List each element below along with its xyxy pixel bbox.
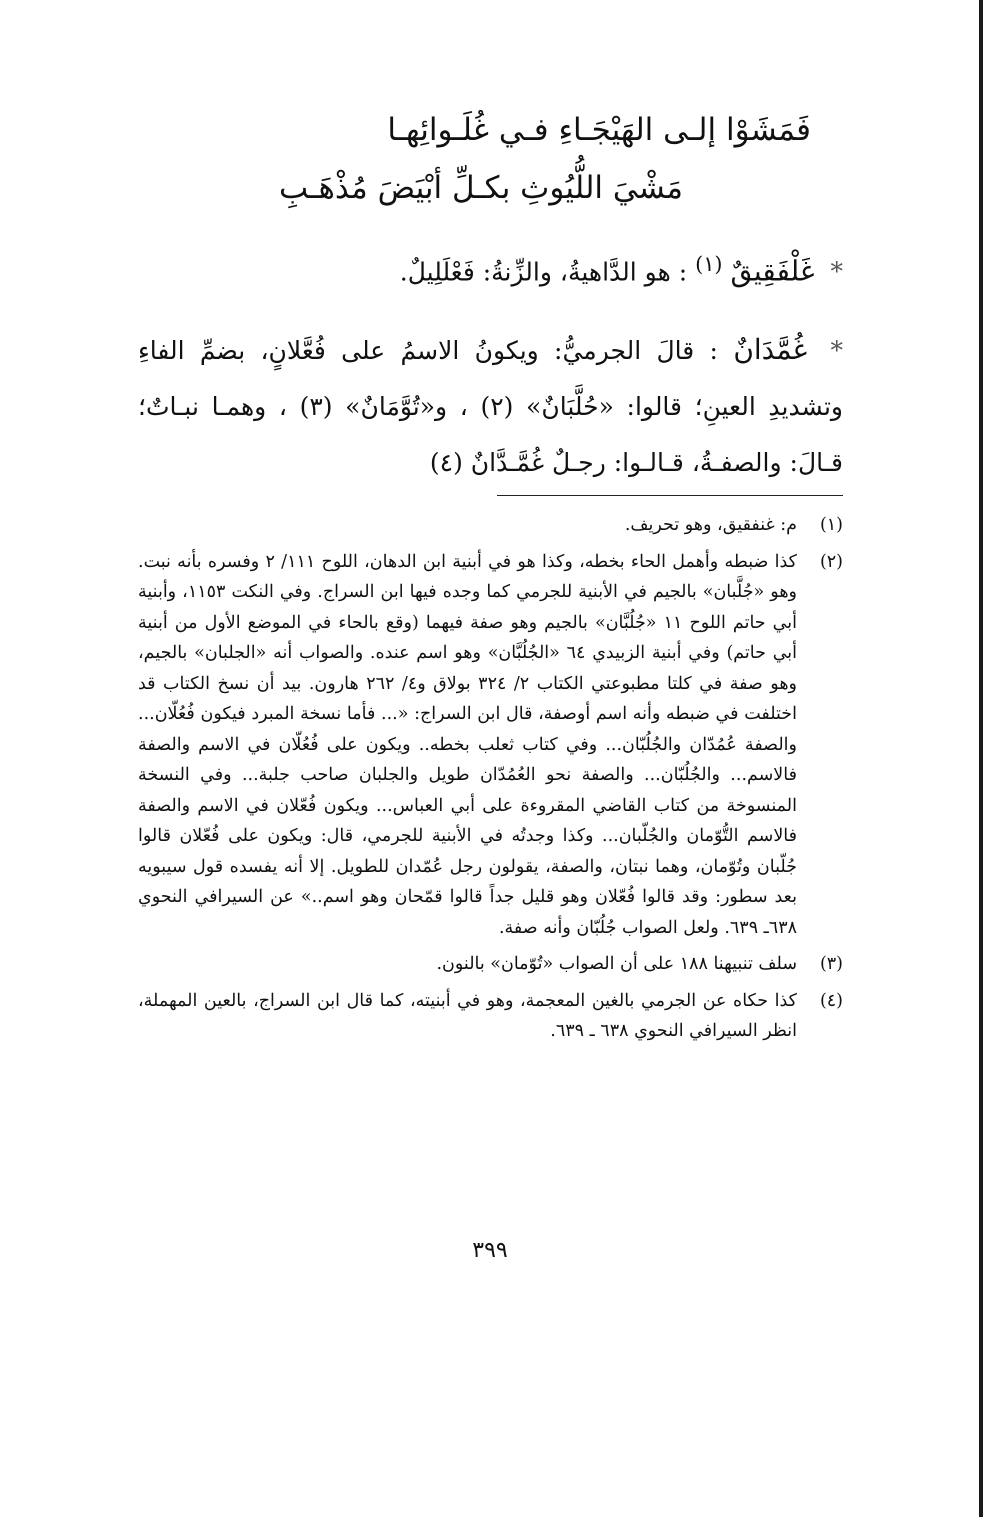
footnote [138,510,843,541]
entry-headword: غَلْفَقِيقٌ [730,254,815,288]
footnote-ref: (١) [695,252,723,276]
footnote-text: كذا ضبطه وأهمل الحاء بخطه، وكذا هو في أبنية ابن الدهان، اللوح ١١١/ ٢ وفسره بأنه نبت. وهو «جُلَّبان» بالجيم في الأبنية للجرمي كما وجده فيها ابن السراج. وفي النكت ١١٥٣، وأبنية أبي حاتم اللوح ١١ «جُلُبَّان» بالجيم وهو صفة فيهما (وقع بالحاء في الموضع الأول من أبنية أبي حاتم) وفي أبنية الزبيدي ٦٤ «الجُلُبَّان» وهو اسم عنده. والصواب أنه «الجلبان» بالجيم، وهو صفة في كلتا مطبوعتي الكتاب ٢/ ٣٢٤ بولاق و٤/ ٢٦٢ هارون. بيد أن نسخ الكتاب قد اختلفت في ضبطه وأنه اسم أوصفة، قال ابن السراج: «... فأما نسخة المبرد فيكون فُعُلّان... والصفة عُمُدّان والجُلُبّان... وفي كتاب ثعلب بخطه.. ويكون على فُعُلّان في الاسم والصفة فالاسم... والجُلُبّان... والصفة نحو العُمُدّان طويل والجلبان صاحب جلبة... وفي النسخة المنسوخة من كتاب القاضي المقروءة على أبي العباس... ويكون فُعّلان في الاسم والصفة فالاسم التُّوّمان والجُلّبان... وكذا وجدتُه في الأبنية للجرمي، قال: ويكون على فُعّلان قالوا جُلّبان وتُوّمان، وهما نبتان، والصفة، يقولون رجل عُمّدان للطويل. إلا أنه يفسده قول سيبويه بعد سطور: وقد قالوا فُعّلان وهو قليل جداً قالوا قمّحان وهو اسم..» عن السيرافي النحوي ٦٣٨ـ ٦٣٩. ولعل الصواب جُلُبّان وأنه صفة. [138,551,798,938]
page-edge-shadow [979,0,983,1517]
entry-headword: غُمَّدَانٌ [733,333,808,366]
verse-line-1: فَمَشَوْا إلـى الهَيْجَـاءِ فـي غُلَـوائِهـا [387,112,811,148]
footnote [138,949,843,980]
footnote-number: (٤) [819,990,843,1011]
footnote-text: م: غنفقيق، وهو تحريف. [624,515,797,535]
entry-star-marker: * [830,257,843,287]
dictionary-entry [138,322,843,491]
footnote [138,547,843,944]
entry-text: : قالَ الجرميُّ: ويكونُ الاسمُ على فُعَّلانٍ، بضمِّ الفاءِ وتشديدِ العينِ؛ قالوا: «حُلَّبَانٌ» (٢) ، و«تُوَّمَانٌ» (٣) ، وهمـا نبـاتٌ؛ قـالَ: والصفـةُ، قـالـوا: رجـلٌ غُمَّـدَّانٌ (٤) [138,336,843,477]
entry-star-marker: * [830,336,844,365]
footnote-number: (٢) [819,551,843,572]
footnote-number: (١) [819,515,843,535]
entry-text: : هو الدَّاهيةُ، والزِّنةُ: فَعْلَلِيلٌ. [399,257,688,287]
footnote-text: كذا حكاه عن الجرمي بالغين المعجمة، وهو في أبنيته، كما قال ابن السراج، بالعين المهملة، انظر السيرافي النحوي ٦٣٨ ـ ٦٣٩. [138,990,797,1041]
verse-line-2: مَشْيَ اللُّيُوثِ بكـلِّ أبْيَضَ مُذْهَـبِ [278,170,683,206]
footnote-text: سلف تنبيهنا ١٨٨ على أن الصواب «تُوّمان» بالنون. [436,954,797,974]
footnote-number: (٣) [819,954,843,974]
footnote-separator [497,495,843,496]
dictionary-entry [138,236,843,300]
footnotes [138,510,843,1053]
page-number: ٣٩٩ [472,1238,508,1263]
footnote [138,986,843,1047]
